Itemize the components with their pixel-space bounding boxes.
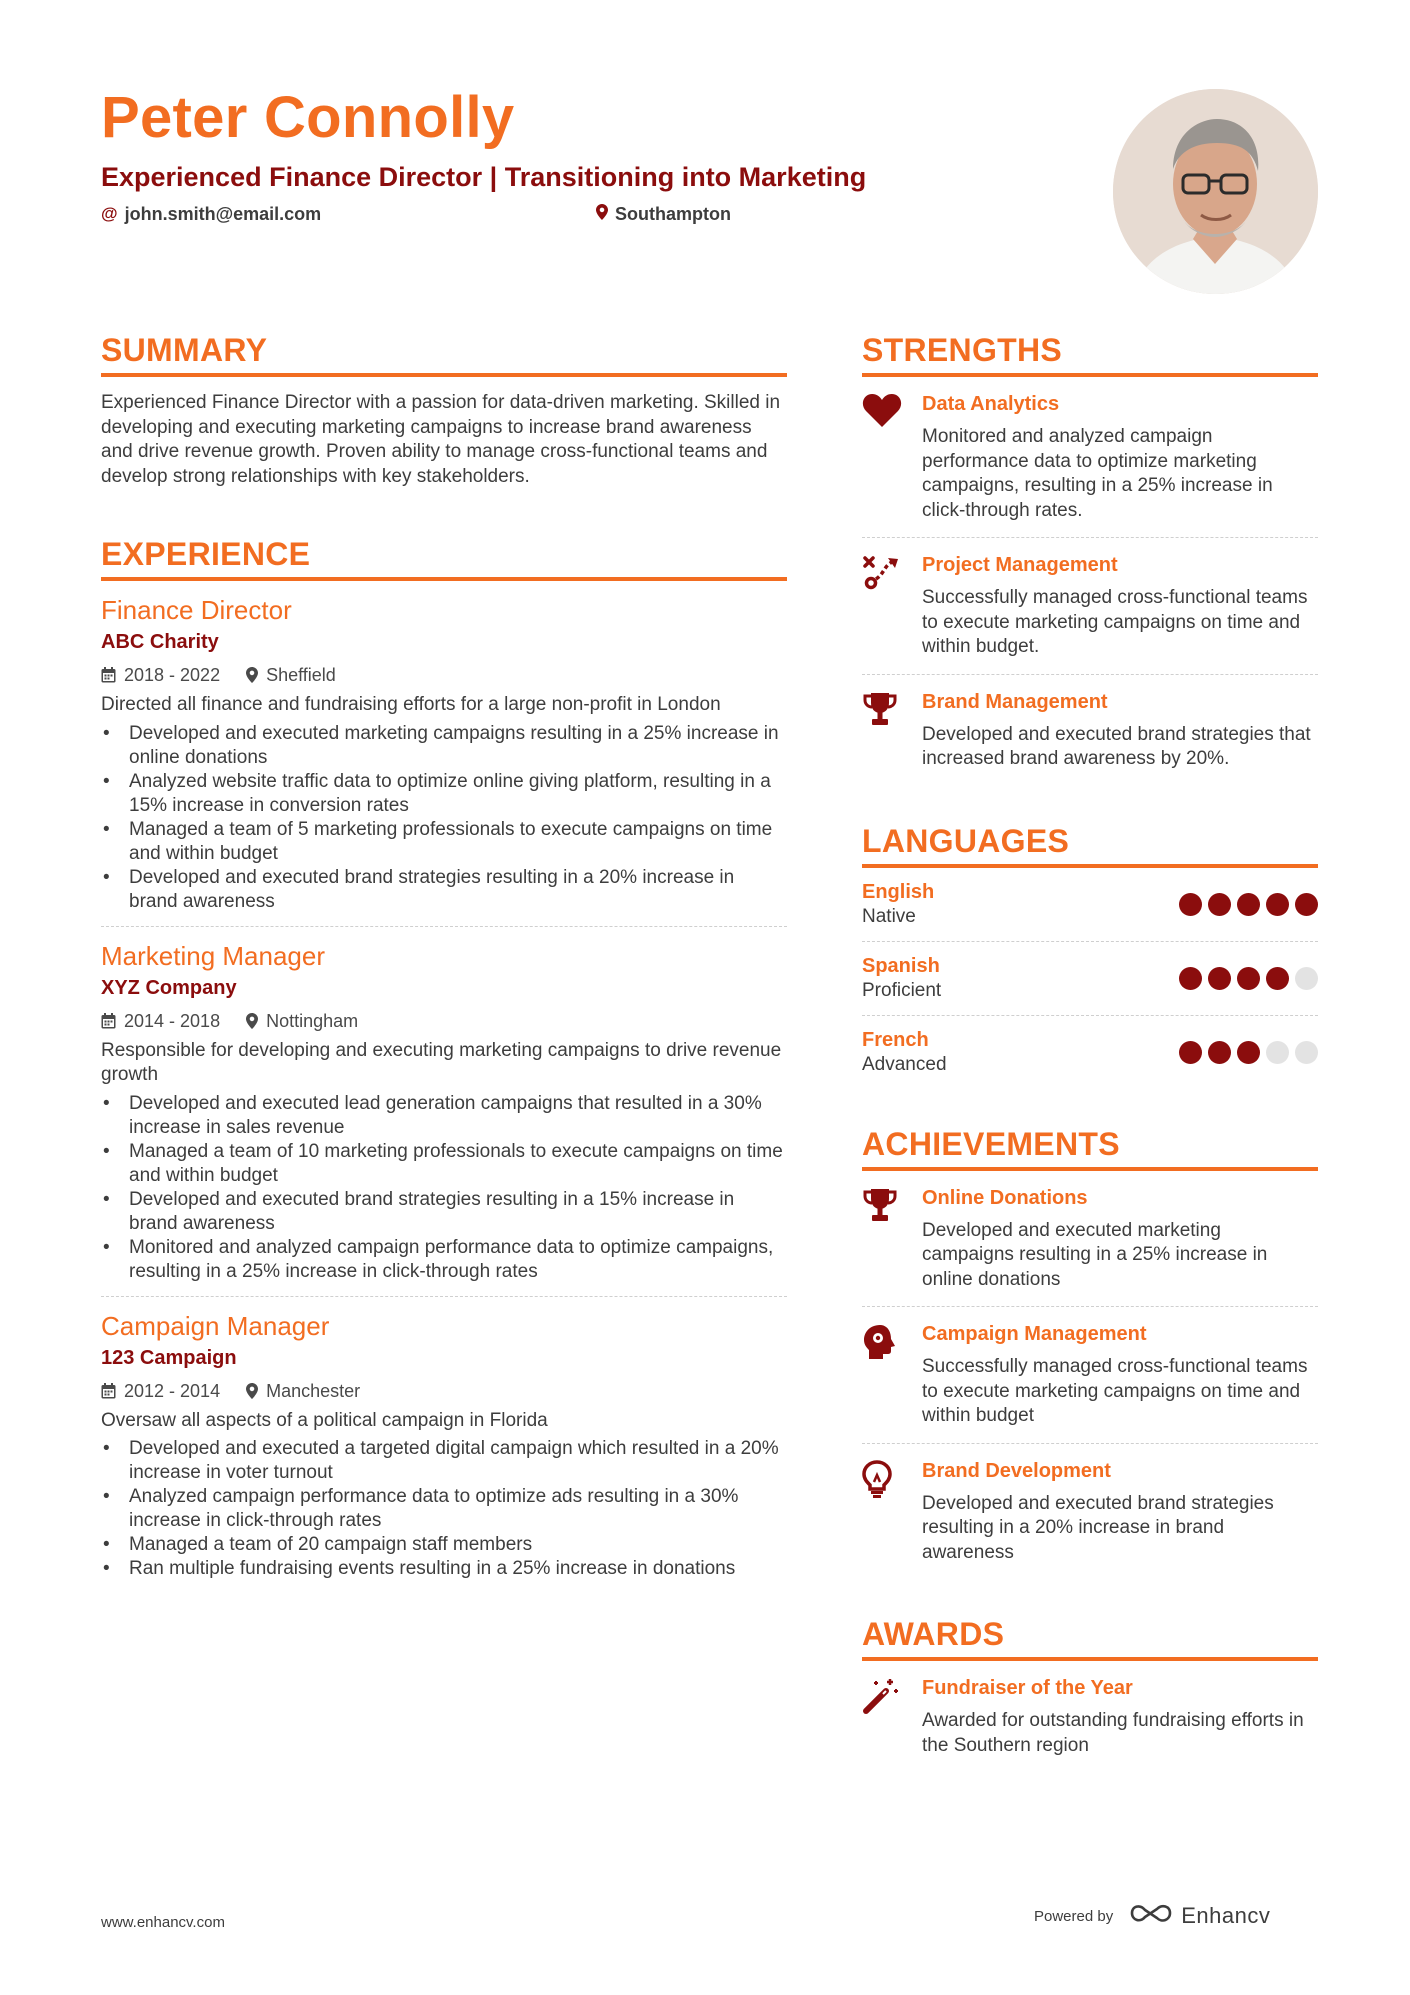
strength-title: Project Management xyxy=(922,554,1118,576)
achievement-desc: Developed and executed marketing campaigns resulting in a 25% increase in online donations xyxy=(922,1219,1268,1290)
resume-header xyxy=(101,82,1021,226)
location-text: Southampton xyxy=(615,204,731,224)
job-entry xyxy=(101,581,787,927)
language-item xyxy=(862,868,1318,942)
filled-dot xyxy=(1179,967,1202,990)
contact-location xyxy=(596,202,731,226)
strength-title: Brand Management xyxy=(922,690,1108,713)
bullet-item: • Developed and executed brand strategies resulting in a 20% increase in brand awareness xyxy=(101,866,787,914)
bullet-item: • Analyzed campaign performance data to optimize ads resulting in a 30% increase in click-through rates xyxy=(101,1485,787,1533)
experience-heading: EXPERIENCE xyxy=(101,534,787,581)
awards-heading: AWARDS xyxy=(862,1614,1318,1661)
brand-name: Enhancv xyxy=(1181,1903,1271,1928)
strength-title: Data Analytics xyxy=(922,393,1060,415)
footer-branding xyxy=(1034,1902,1270,1930)
contact-row xyxy=(101,202,1021,226)
achievements-section xyxy=(862,1124,1318,1580)
trophy-icon xyxy=(862,689,922,772)
job-title: Campaign Manager xyxy=(101,1310,330,1341)
job-description: Oversaw all aspects of a political campaign in Florida xyxy=(101,1409,548,1431)
languages-section xyxy=(862,821,1318,1089)
languages-heading: LANGUAGES xyxy=(862,821,1318,868)
achievement-title: Campaign Management xyxy=(922,1323,1147,1345)
magic-wand-icon xyxy=(862,1675,922,1758)
achievements-heading: ACHIEVEMENTS xyxy=(862,1124,1318,1171)
enhancv-logo-icon xyxy=(1129,1902,1173,1930)
experience-section xyxy=(101,534,787,1593)
proficiency-dots xyxy=(1179,1041,1318,1064)
job-bullets xyxy=(101,1092,787,1284)
empty-dot xyxy=(1266,1041,1289,1064)
language-item xyxy=(862,1016,1318,1089)
job-title: Finance Director xyxy=(101,595,292,625)
filled-dot xyxy=(1208,1041,1231,1064)
calendar-icon xyxy=(101,1013,116,1029)
summary-text: Experienced Finance Director with a passion for data-driven marketing. Skilled in developing and executing marketing campaigns to increase brand awareness and drive revenue growth. Proven ability to manage cross-functional teams and develop strong relationships with key stakeholders. xyxy=(101,392,781,487)
footer-website[interactable]: www.enhancv.com xyxy=(101,1914,225,1931)
bullet-item: • Managed a team of 20 campaign staff members xyxy=(101,1533,787,1557)
achievement-title: Brand Development xyxy=(922,1459,1111,1482)
language-name: French xyxy=(862,1028,929,1051)
strength-desc: Developed and executed brand strategies that increased brand awareness by 20%. xyxy=(922,723,1311,769)
bullet-item: • Managed a team of 5 marketing professionals to execute campaigns on time and within budget xyxy=(101,818,787,866)
bullet-item: • Developed and executed lead generation campaigns that resulted in a 30% increase in sales revenue xyxy=(101,1092,787,1140)
left-column xyxy=(101,330,787,1593)
strengths-heading: STRENGTHS xyxy=(862,330,1318,377)
achievement-title: Online Donations xyxy=(922,1186,1088,1209)
profile-photo xyxy=(1113,89,1318,294)
bullet-item: • Developed and executed a targeted digital campaign which resulted in a 20% increase in voter turnout xyxy=(101,1437,787,1485)
award-item xyxy=(862,1661,1318,1772)
filled-dot xyxy=(1295,893,1318,916)
calendar-icon xyxy=(101,667,116,683)
achievement-item xyxy=(862,1307,1318,1444)
company-name: 123 Campaign xyxy=(101,1346,237,1369)
achievement-desc: Successfully managed cross-functional teams to execute marketing campaigns on time and within budget xyxy=(922,1356,1308,1426)
strength-desc: Monitored and analyzed campaign performance data to optimize marketing campaigns, resulting in a 25% increase in click-through rates. xyxy=(922,426,1273,521)
job-bullets xyxy=(101,722,787,914)
achievement-item xyxy=(862,1444,1318,1580)
award-desc: Awarded for outstanding fundraising efforts in the Southern region xyxy=(922,1710,1304,1756)
job-meta xyxy=(101,1379,787,1403)
right-column xyxy=(862,330,1318,1772)
language-level: Proficient xyxy=(862,979,942,1001)
filled-dot xyxy=(1237,967,1260,990)
strength-item xyxy=(862,377,1318,538)
bullet-item: • Monitored and analyzed campaign performance data to optimize campaigns, resulting in a 25% increase in click-through rates xyxy=(101,1236,787,1284)
language-item xyxy=(862,942,1318,1016)
job-location: Nottingham xyxy=(266,1010,359,1031)
candidate-title: Experienced Finance Director | Transitioning into Marketing xyxy=(101,162,867,192)
location-pin-icon xyxy=(246,667,258,683)
strategy-icon xyxy=(862,552,922,660)
bullet-item: • Managed a team of 10 marketing professionals to execute campaigns on time and within budget xyxy=(101,1140,787,1188)
language-level: Native xyxy=(862,905,916,927)
filled-dot xyxy=(1179,1041,1202,1064)
summary-heading: SUMMARY xyxy=(101,330,787,377)
job-bullets xyxy=(101,1437,787,1581)
job-description: Directed all finance and fundraising efforts for a large non-profit in London xyxy=(101,694,721,715)
candidate-name: Peter Connolly xyxy=(101,85,515,150)
award-title: Fundraiser of the Year xyxy=(922,1677,1133,1699)
strength-item xyxy=(862,675,1318,786)
empty-dot xyxy=(1295,1041,1318,1064)
powered-by-label: Powered by xyxy=(1034,1907,1114,1925)
job-location: Sheffield xyxy=(266,665,336,685)
awards-section xyxy=(862,1614,1318,1772)
lightbulb-icon xyxy=(862,1458,922,1566)
language-name: English xyxy=(862,880,935,903)
bullet-item: • Analyzed website traffic data to optimize online giving platform, resulting in a 15% increase in conversion rates xyxy=(101,770,787,818)
job-dates: 2012 - 2014 xyxy=(124,1380,221,1401)
filled-dot xyxy=(1208,893,1231,916)
job-entry xyxy=(101,927,787,1297)
bullet-item: • Developed and executed marketing campaigns resulting in a 25% increase in online donations xyxy=(101,722,787,770)
head-gear-icon xyxy=(862,1321,922,1429)
job-meta xyxy=(101,1009,787,1033)
proficiency-dots xyxy=(1179,967,1318,990)
brand-logo[interactable] xyxy=(1129,1902,1270,1930)
company-name: XYZ Company xyxy=(101,976,237,999)
heart-icon xyxy=(862,391,922,523)
bullet-item: • Ran multiple fundraising events resulting in a 25% increase in donations xyxy=(101,1557,787,1581)
job-meta xyxy=(101,663,787,687)
strength-item xyxy=(862,538,1318,675)
job-entry xyxy=(101,1297,787,1594)
job-location: Manchester xyxy=(266,1380,361,1401)
filled-dot xyxy=(1266,893,1289,916)
achievement-desc: Developed and executed brand strategies resulting in a 20% increase in brand awareness xyxy=(922,1492,1274,1563)
company-name: ABC Charity xyxy=(101,631,219,653)
filled-dot xyxy=(1208,967,1231,990)
filled-dot xyxy=(1237,1041,1260,1064)
strength-desc: Successfully managed cross-functional teams to execute marketing campaigns on time and within budget. xyxy=(922,587,1308,657)
summary-section xyxy=(101,330,787,489)
proficiency-dots xyxy=(1179,893,1318,916)
email-text: john.smith@email.com xyxy=(124,204,322,224)
filled-dot xyxy=(1266,967,1289,990)
job-description: Responsible for developing and executing marketing campaigns to drive revenue growth xyxy=(101,1039,782,1085)
filled-dot xyxy=(1179,893,1202,916)
job-dates: 2018 - 2022 xyxy=(124,665,221,685)
achievement-item xyxy=(862,1171,1318,1308)
at-icon: @ xyxy=(101,204,118,223)
strengths-section xyxy=(862,330,1318,786)
empty-dot xyxy=(1295,967,1318,990)
job-title: Marketing Manager xyxy=(101,940,325,971)
bullet-item: • Developed and executed brand strategies resulting in a 15% increase in brand awareness xyxy=(101,1188,787,1236)
filled-dot xyxy=(1237,893,1260,916)
job-dates: 2014 - 2018 xyxy=(124,1010,221,1031)
location-pin-icon xyxy=(596,202,608,226)
calendar-icon xyxy=(101,1383,116,1399)
language-level: Advanced xyxy=(862,1053,947,1075)
location-pin-icon xyxy=(246,1383,258,1399)
location-pin-icon xyxy=(246,1013,258,1029)
trophy-icon xyxy=(862,1185,922,1293)
contact-email[interactable] xyxy=(101,202,596,226)
language-name: Spanish xyxy=(862,954,940,977)
